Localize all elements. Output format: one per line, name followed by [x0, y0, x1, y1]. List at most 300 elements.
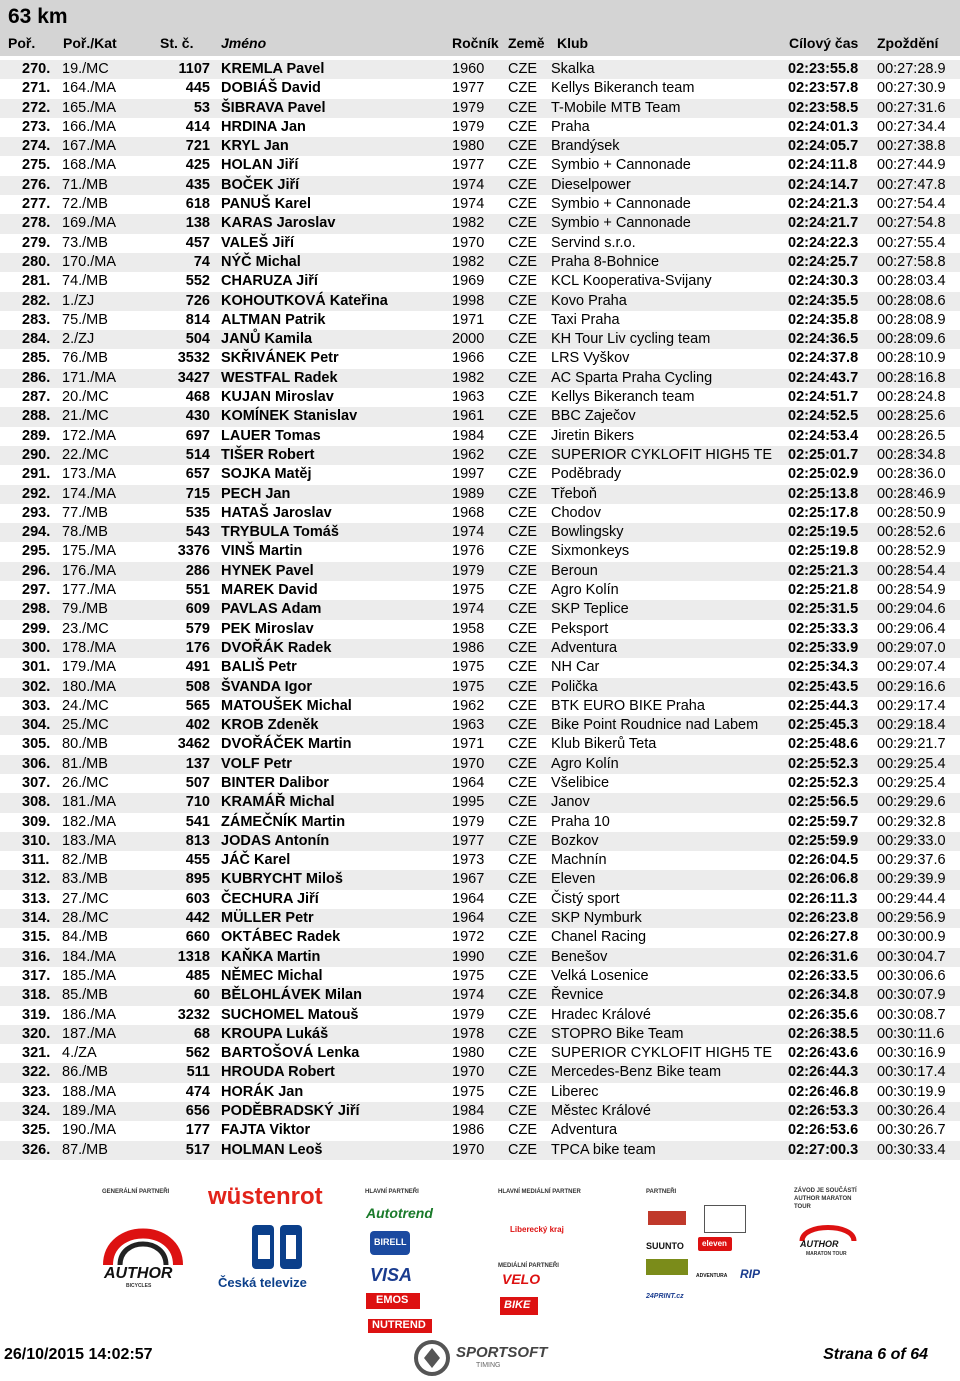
cell-club: Dieselpower	[551, 176, 631, 193]
cell-finish-time: 02:26:11.3	[788, 890, 858, 907]
cell-finish-time: 02:24:35.5	[788, 292, 859, 309]
cell-delay: 00:28:54.9	[877, 582, 946, 599]
cell-position: 288.	[22, 408, 51, 425]
cell-name: HRDINA Jan	[221, 118, 306, 135]
cell-category-position: 187./MA	[62, 1025, 116, 1042]
cell-category-position: 83./MB	[62, 871, 108, 888]
cell-start-number: 543	[185, 524, 210, 541]
cell-category-position: 81./MB	[62, 755, 108, 772]
cell-category-position: 19./MC	[62, 61, 109, 77]
cell-country: CZE	[508, 832, 537, 849]
cell-finish-time: 02:24:14.7	[788, 176, 859, 193]
table-row	[0, 851, 960, 870]
cell-club: Řevnice	[551, 987, 604, 1004]
cell-start-number: 508	[185, 678, 210, 695]
cell-club: Machnín	[551, 852, 607, 869]
cell-category-position: 4./ZA	[62, 1045, 97, 1062]
cell-country: CZE	[508, 987, 537, 1004]
cell-category-position: 27./MC	[62, 890, 109, 907]
cell-delay: 00:28:34.8	[877, 446, 946, 463]
cell-club: TPCA bike team	[551, 1141, 656, 1158]
cell-club: Bike Point Roudnice nad Labem	[551, 717, 759, 734]
cell-finish-time: 02:24:51.7	[788, 389, 859, 406]
cell-club: Kellys Bikeranch team	[551, 389, 695, 406]
cell-year: 1977	[452, 832, 485, 849]
table-row	[0, 658, 960, 677]
cell-position: 274.	[22, 138, 51, 155]
cell-club: Symbio + Cannonade	[551, 157, 691, 174]
cell-year: 1997	[452, 466, 485, 483]
cell-start-number: 60	[193, 987, 210, 1004]
cell-name: PECH Jan	[221, 485, 291, 502]
cell-country: CZE	[508, 369, 537, 386]
cell-start-number: 138	[185, 215, 210, 232]
cell-position: 316.	[22, 948, 51, 965]
cell-club: Hradec Králové	[551, 1006, 651, 1023]
cell-delay: 00:29:16.6	[877, 678, 946, 695]
cell-name: JÁČ Karel	[221, 852, 291, 869]
cell-country: CZE	[508, 659, 537, 676]
cell-position: 275.	[22, 157, 51, 174]
table-row	[0, 485, 960, 504]
cell-club: BBC Zaječov	[551, 408, 636, 425]
cell-name: KROB Zdeněk	[221, 717, 319, 734]
cell-club: Eleven	[551, 871, 596, 888]
media-partners-heading: MEDIÁLNÍ PARTNEŘI	[498, 1263, 559, 1269]
page-number: Strana 6 of 64	[823, 1346, 928, 1363]
table-row	[0, 1025, 960, 1044]
cell-finish-time: 02:24:30.3	[788, 273, 859, 290]
col-head-club: Klub	[557, 35, 589, 51]
cell-year: 1975	[452, 678, 485, 695]
table-row	[0, 446, 960, 465]
cell-position: 315.	[22, 929, 51, 946]
cell-finish-time: 02:25:43.5	[788, 678, 859, 695]
cell-start-number: 468	[185, 389, 210, 406]
cell-country: CZE	[508, 350, 537, 367]
cell-name: HATAŠ Jaroslav	[221, 504, 332, 521]
cell-start-number: 618	[185, 196, 210, 213]
cell-year: 1973	[452, 852, 485, 869]
cell-name: JODAS Antonín	[221, 832, 330, 849]
sponsor-logos	[90, 1183, 870, 1333]
cell-start-number: 176	[185, 639, 210, 656]
cell-club: KCL Kooperativa-Svijany	[551, 273, 712, 290]
cell-position: 271.	[22, 80, 51, 97]
cell-name: KUJAN Miroslav	[221, 389, 334, 406]
cell-position: 270.	[22, 61, 51, 77]
cell-name: PANUŠ Karel	[221, 196, 311, 213]
cell-finish-time: 02:24:21.7	[788, 215, 859, 232]
cell-name: NĚMEC Michal	[221, 967, 323, 984]
cell-name: PAVLAS Adam	[221, 601, 322, 618]
table-row	[0, 137, 960, 156]
table-row	[0, 156, 960, 175]
cell-category-position: 176./MA	[62, 562, 116, 579]
cell-country: CZE	[508, 234, 537, 251]
table-row	[0, 1141, 960, 1160]
table-row	[0, 349, 960, 368]
cell-country: CZE	[508, 524, 537, 541]
cell-name: BARTOŠOVÁ Lenka	[221, 1045, 360, 1062]
cell-start-number: 137	[185, 755, 210, 772]
cell-country: CZE	[508, 99, 537, 116]
cell-delay: 00:28:52.9	[877, 543, 946, 560]
cell-delay: 00:30:17.4	[877, 1064, 946, 1081]
cell-year: 1974	[452, 176, 485, 193]
cell-country: CZE	[508, 466, 537, 483]
cell-finish-time: 02:24:01.3	[788, 118, 859, 135]
table-row	[0, 1044, 960, 1063]
cell-year: 1998	[452, 292, 485, 309]
cell-category-position: 188./MA	[62, 1083, 116, 1100]
cell-name: HOLMAN Leoš	[221, 1141, 323, 1158]
cell-year: 1984	[452, 427, 485, 444]
cell-year: 1979	[452, 562, 485, 579]
cell-club: Bozkov	[551, 832, 599, 849]
cell-delay: 00:28:24.8	[877, 389, 946, 406]
table-row	[0, 774, 960, 793]
col-head-year: Ročník	[452, 35, 499, 51]
cell-club: Klub Bikerů Teta	[551, 736, 657, 753]
cell-country: CZE	[508, 852, 537, 869]
cell-country: CZE	[508, 446, 537, 463]
cell-year: 1961	[452, 408, 485, 425]
cell-position: 320.	[22, 1025, 51, 1042]
rip-logo: RIP	[740, 1267, 761, 1281]
cell-country: CZE	[508, 929, 537, 946]
cell-year: 1968	[452, 504, 485, 521]
cell-start-number: 442	[185, 910, 210, 927]
cell-position: 283.	[22, 311, 51, 328]
table-row	[0, 79, 960, 98]
cell-year: 1982	[452, 215, 485, 232]
cell-name: LAUER Tomas	[221, 427, 321, 444]
cell-delay: 00:30:07.9	[877, 987, 946, 1004]
cell-club: Chodov	[551, 504, 601, 521]
cell-country: CZE	[508, 620, 537, 637]
print-cz-logo: 24PRINT.cz	[646, 1293, 684, 1300]
cell-delay: 00:29:29.6	[877, 794, 946, 811]
cell-year: 1974	[452, 524, 485, 541]
cell-start-number: 53	[193, 99, 210, 116]
cell-category-position: 185./MA	[62, 967, 116, 984]
cell-category-position: 173./MA	[62, 466, 116, 483]
sportsoft-logo	[414, 1338, 574, 1378]
cell-position: 317.	[22, 967, 51, 984]
cell-position: 298.	[22, 601, 51, 618]
cell-name: SOJKA Matěj	[221, 466, 312, 483]
cell-category-position: 1./ZJ	[62, 292, 95, 309]
cell-delay: 00:28:03.4	[877, 273, 946, 290]
cell-finish-time: 02:24:05.7	[788, 138, 859, 155]
cell-delay: 00:29:44.4	[877, 890, 946, 907]
table-row	[0, 890, 960, 909]
cell-position: 321.	[22, 1045, 51, 1062]
autotrend-logo: Autotrend	[366, 1205, 433, 1221]
cell-position: 319.	[22, 1006, 51, 1023]
cell-name: BALIŠ Petr	[221, 659, 297, 676]
table-row	[0, 504, 960, 523]
cell-club: Chanel Racing	[551, 929, 647, 946]
cell-position: 310.	[22, 832, 51, 849]
cell-name: ZÁMEČNÍK Martin	[221, 813, 346, 830]
cell-delay: 00:30:11.6	[877, 1025, 945, 1042]
cell-category-position: 180./MA	[62, 678, 116, 695]
cell-finish-time: 02:25:21.3	[788, 562, 859, 579]
cell-name: ŠIBRAVA Pavel	[221, 99, 326, 116]
cell-name: HORÁK Jan	[221, 1083, 304, 1100]
table-row	[0, 542, 960, 561]
cell-start-number: 177	[185, 1122, 210, 1139]
cell-start-number: 445	[185, 80, 210, 97]
cell-position: 284.	[22, 331, 51, 348]
visa-logo: VISA	[370, 1265, 413, 1285]
cell-start-number: 3427	[177, 369, 210, 386]
cell-delay: 00:29:25.4	[877, 755, 946, 772]
cell-position: 293.	[22, 504, 51, 521]
cell-category-position: 21./MC	[62, 408, 109, 425]
cell-finish-time: 02:26:44.3	[788, 1064, 859, 1081]
cell-delay: 00:28:16.8	[877, 369, 946, 386]
cell-category-position: 189./MA	[62, 1103, 116, 1120]
cell-category-position: 179./MA	[62, 659, 116, 676]
cell-name: PODĚBRADSKÝ Jiří	[221, 1103, 360, 1120]
cell-year: 1970	[452, 234, 485, 251]
cell-country: CZE	[508, 118, 537, 135]
cell-category-position: 181./MA	[62, 794, 116, 811]
cell-position: 278.	[22, 215, 51, 232]
cell-position: 282.	[22, 292, 51, 309]
cell-name: KROUPA Lukáš	[221, 1025, 329, 1042]
table-row	[0, 678, 960, 697]
cell-category-position: 169./MA	[62, 215, 116, 232]
cell-delay: 00:27:54.4	[877, 196, 946, 213]
cell-finish-time: 02:25:59.7	[788, 813, 859, 830]
cell-country: CZE	[508, 1045, 537, 1062]
cell-start-number: 551	[185, 582, 210, 599]
cell-position: 318.	[22, 987, 51, 1004]
cell-name: NÝČ Michal	[221, 253, 301, 270]
cell-country: CZE	[508, 1064, 537, 1081]
cell-finish-time: 02:25:56.5	[788, 794, 859, 811]
cell-delay: 00:27:30.9	[877, 80, 946, 97]
table-row	[0, 1121, 960, 1140]
cell-finish-time: 02:25:31.5	[788, 601, 859, 618]
table-row	[0, 620, 960, 639]
cell-category-position: 172./MA	[62, 427, 116, 444]
table-row	[0, 581, 960, 600]
cell-country: CZE	[508, 562, 537, 579]
cell-finish-time: 02:26:04.5	[788, 852, 859, 869]
cell-position: 301.	[22, 659, 51, 676]
cell-start-number: 504	[185, 331, 210, 348]
cell-finish-time: 02:26:46.8	[788, 1083, 859, 1100]
table-row	[0, 427, 960, 446]
cell-year: 1977	[452, 157, 485, 174]
cell-category-position: 190./MA	[62, 1122, 116, 1139]
cell-year: 1980	[452, 1045, 485, 1062]
cell-category-position: 87./MB	[62, 1141, 108, 1158]
cell-name: PEK Miroslav	[221, 620, 314, 637]
cell-club: BTK EURO BIKE Praha	[551, 697, 705, 714]
cell-category-position: 171./MA	[62, 369, 116, 386]
cell-finish-time: 02:24:37.8	[788, 350, 859, 367]
cell-year: 1971	[452, 736, 485, 753]
cell-position: 272.	[22, 99, 51, 116]
cell-category-position: 175./MA	[62, 543, 116, 560]
cell-club: Polička	[551, 678, 598, 695]
cell-year: 1970	[452, 755, 485, 772]
cell-start-number: 562	[185, 1045, 210, 1062]
ceska-televize-logo: Česká televize	[218, 1275, 307, 1290]
cell-position: 285.	[22, 350, 51, 367]
cell-name: KOMÍNEK Stanislav	[221, 408, 358, 425]
emos-logo: EMOS	[376, 1294, 409, 1306]
cell-finish-time: 02:24:53.4	[788, 427, 859, 444]
author-tour-logo: AUTHOR	[800, 1239, 839, 1249]
cell-finish-time: 02:23:58.5	[788, 99, 859, 116]
cell-finish-time: 02:24:21.3	[788, 196, 859, 213]
cell-year: 1986	[452, 1122, 485, 1139]
table-row	[0, 755, 960, 774]
cell-start-number: 514	[185, 446, 210, 463]
cell-name: KUBRYCHT Miloš	[221, 871, 343, 888]
cell-country: CZE	[508, 910, 537, 927]
eleven-logo: eleven	[702, 1239, 727, 1248]
cell-club: Beroun	[551, 562, 598, 579]
cell-country: CZE	[508, 871, 537, 888]
cell-year: 1967	[452, 871, 485, 888]
cell-delay: 00:30:26.4	[877, 1103, 946, 1120]
cell-start-number: 715	[185, 485, 210, 502]
cell-year: 2000	[452, 331, 485, 348]
cell-country: CZE	[508, 80, 537, 97]
cell-year: 1986	[452, 639, 485, 656]
cell-country: CZE	[508, 717, 537, 734]
cell-country: CZE	[508, 813, 537, 830]
cell-year: 1974	[452, 196, 485, 213]
cell-delay: 00:27:47.8	[877, 176, 946, 193]
cell-name: KREMLA Pavel	[221, 61, 325, 77]
cell-country: CZE	[508, 176, 537, 193]
col-head-finish-time: Cílový čas	[789, 35, 859, 51]
cell-club: Agro Kolín	[551, 582, 619, 599]
cell-year: 1962	[452, 446, 485, 463]
cell-club: Peksport	[551, 620, 609, 637]
cell-name: FAJTA Viktor	[221, 1122, 311, 1139]
cell-club: Symbio + Cannonade	[551, 215, 691, 232]
cell-year: 1995	[452, 794, 485, 811]
cell-name: DOBIÁŠ David	[221, 80, 321, 97]
cell-club: SKP Teplice	[551, 601, 629, 618]
cell-start-number: 697	[185, 427, 210, 444]
cell-finish-time: 02:24:36.5	[788, 331, 859, 348]
cell-position: 312.	[22, 871, 51, 888]
cell-name: BINTER Dalibor	[221, 774, 329, 791]
cell-club: SUPERIOR CYKLOFIT HIGH5 TE	[551, 1045, 773, 1062]
cell-category-position: 74./MB	[62, 273, 108, 290]
cell-position: 277.	[22, 196, 51, 213]
table-row	[0, 1063, 960, 1082]
cell-finish-time: 02:25:13.8	[788, 485, 859, 502]
author-logo-mark	[102, 1203, 184, 1273]
cell-club: Kovo Praha	[551, 292, 627, 309]
cell-finish-time: 02:24:11.8	[788, 157, 858, 174]
cell-year: 1990	[452, 948, 485, 965]
cell-delay: 00:28:52.6	[877, 524, 946, 541]
cell-finish-time: 02:25:44.3	[788, 697, 859, 714]
table-row	[0, 253, 960, 272]
cell-category-position: 24./MC	[62, 697, 109, 714]
cell-country: CZE	[508, 311, 537, 328]
table-row	[0, 813, 960, 832]
cell-name: JANŮ Kamila	[221, 331, 313, 348]
cell-year: 1966	[452, 350, 485, 367]
cell-country: CZE	[508, 427, 537, 444]
cell-start-number: 402	[185, 717, 210, 734]
cell-country: CZE	[508, 1083, 537, 1100]
cell-club: Městec Králové	[551, 1103, 651, 1120]
col-head-name: Jméno	[221, 35, 267, 51]
table-row	[0, 909, 960, 928]
sportsoft-wordmark: SPORTSOFT	[456, 1344, 548, 1361]
cell-start-number: 3462	[177, 736, 210, 753]
sportsoft-icon	[414, 1340, 452, 1376]
cell-country: CZE	[508, 774, 537, 791]
cell-year: 1964	[452, 910, 485, 927]
cell-name: ŠVANDA Igor	[221, 678, 313, 695]
author-logo: AUTHOR	[104, 1265, 173, 1282]
cell-delay: 00:28:25.6	[877, 408, 946, 425]
cell-position: 273.	[22, 118, 51, 135]
table-row	[0, 793, 960, 812]
cell-finish-time: 02:26:33.5	[788, 967, 859, 984]
table-row	[0, 928, 960, 947]
adventura-logo: ADVENTURA	[696, 1273, 728, 1279]
suunto-logo: SUUNTO	[646, 1241, 684, 1251]
cell-year: 1976	[452, 543, 485, 560]
cell-name: OKTÁBEC Radek	[221, 929, 341, 946]
cell-country: CZE	[508, 543, 537, 560]
cell-position: 326.	[22, 1141, 51, 1158]
cell-position: 296.	[22, 562, 51, 579]
cell-start-number: 726	[185, 292, 210, 309]
cell-delay: 00:27:54.8	[877, 215, 946, 232]
cell-finish-time: 02:25:19.5	[788, 524, 859, 541]
cell-category-position: 75./MB	[62, 311, 108, 328]
cell-delay: 00:28:26.5	[877, 427, 946, 444]
table-row	[0, 523, 960, 542]
cell-club: Poděbrady	[551, 466, 622, 483]
cell-category-position: 77./MB	[62, 504, 108, 521]
liberecky-kraj-logo: Liberecký kraj	[510, 1225, 564, 1234]
cell-year: 1970	[452, 1064, 485, 1081]
cell-name: BOČEK Jiří	[221, 176, 300, 193]
cell-finish-time: 02:26:43.6	[788, 1045, 859, 1062]
cell-start-number: 511	[186, 1064, 210, 1081]
cell-club: Kellys Bikeranch team	[551, 80, 695, 97]
cell-category-position: 84./MB	[62, 929, 108, 946]
cell-club: Bowlingsky	[551, 524, 624, 541]
cell-finish-time: 02:25:52.3	[788, 755, 859, 772]
cell-finish-time: 02:24:43.7	[788, 369, 859, 386]
cell-name: WESTFAL Radek	[221, 369, 338, 386]
cell-start-number: 485	[185, 967, 210, 984]
cell-finish-time: 02:25:33.9	[788, 639, 859, 656]
cell-name: MÜLLER Petr	[221, 910, 314, 927]
cell-country: CZE	[508, 678, 537, 695]
